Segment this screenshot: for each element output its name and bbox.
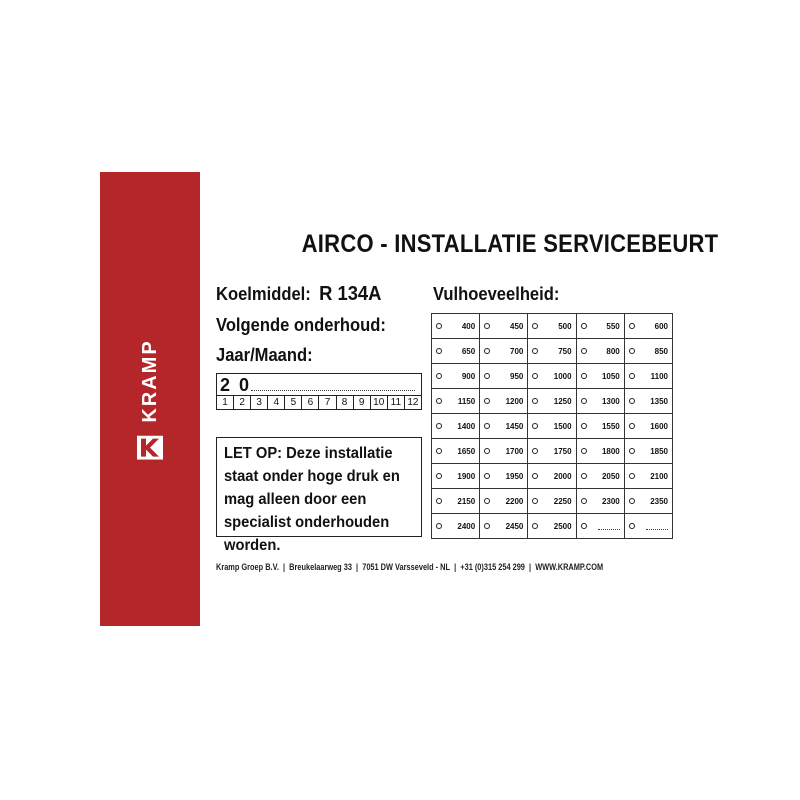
warning-text (224, 442, 413, 557)
page-title: AIRCO - INSTALLATIE SERVICEBEURT (301, 230, 719, 258)
fill-quantity-label: Vulhoeveelheid: (433, 284, 560, 304)
quantity-value: 500 (558, 321, 572, 331)
month-cell[interactable]: 8 (337, 396, 354, 410)
warning-strong: LET OP: (224, 445, 283, 462)
quantity-option[interactable] (480, 464, 528, 489)
quantity-value: 2000 (553, 471, 572, 481)
radio-circle-icon[interactable] (436, 423, 442, 429)
quantity-option[interactable] (576, 489, 624, 514)
quantity-option[interactable] (624, 514, 672, 539)
quantity-option[interactable] (480, 489, 528, 514)
quantity-value: 1900 (457, 471, 476, 481)
month-cell[interactable]: 9 (354, 396, 371, 410)
quantity-value: 1450 (505, 421, 524, 431)
radio-circle-icon[interactable] (629, 398, 635, 404)
quantity-option[interactable] (480, 514, 528, 539)
quantity-option[interactable] (432, 414, 480, 439)
quantity-option[interactable] (624, 389, 672, 414)
month-cell[interactable]: 11 (388, 396, 405, 410)
brand-name: KRAMP (138, 339, 161, 423)
radio-circle-icon[interactable] (629, 348, 635, 354)
radio-circle-icon[interactable] (629, 373, 635, 379)
radio-circle-icon[interactable] (581, 448, 587, 454)
radio-circle-icon[interactable] (532, 348, 538, 354)
radio-circle-icon[interactable] (436, 498, 442, 504)
radio-circle-icon[interactable] (484, 348, 490, 354)
quantity-value: 1050 (601, 371, 620, 381)
blank-entry-line[interactable] (598, 523, 620, 530)
quantity-option[interactable] (624, 464, 672, 489)
radio-circle-icon[interactable] (436, 473, 442, 479)
radio-circle-icon[interactable] (581, 498, 587, 504)
quantity-value: 2300 (601, 496, 620, 506)
footer-city: 7051 DW Varsseveld - NL (362, 562, 451, 572)
radio-circle-icon[interactable] (436, 348, 442, 354)
footer-website[interactable]: WWW.KRAMP.COM (535, 562, 604, 572)
table-row (432, 414, 673, 439)
quantity-value: 650 (461, 346, 476, 356)
radio-circle-icon[interactable] (581, 373, 587, 379)
refrigerant-row (216, 283, 381, 306)
quantity-option[interactable] (576, 414, 624, 439)
quantity-value: 900 (461, 371, 476, 381)
year-month-field[interactable] (216, 373, 422, 410)
radio-circle-icon[interactable] (629, 523, 635, 529)
radio-circle-icon[interactable] (581, 473, 587, 479)
quantity-option[interactable] (624, 414, 672, 439)
blank-entry-line[interactable] (646, 523, 668, 530)
quantity-option[interactable] (576, 514, 624, 539)
quantity-option[interactable] (624, 339, 672, 364)
table-row (432, 464, 673, 489)
warning-box (216, 437, 422, 554)
quantity-option[interactable] (528, 514, 576, 539)
quantity-option[interactable] (432, 364, 480, 389)
table-row (432, 514, 673, 539)
refrigerant-label: Koelmiddel: (216, 284, 311, 304)
month-cell[interactable]: 10 (371, 396, 388, 410)
radio-circle-icon[interactable] (581, 523, 587, 529)
quantity-option[interactable] (624, 314, 672, 339)
table-row (432, 389, 673, 414)
quantity-option[interactable] (480, 389, 528, 414)
next-service-label: Volgende onderhoud: (216, 315, 386, 335)
quantity-value: 1100 (650, 371, 668, 381)
brand-logo (138, 339, 162, 460)
radio-circle-icon[interactable] (532, 523, 538, 529)
radio-circle-icon[interactable] (532, 448, 538, 454)
radio-circle-icon[interactable] (581, 423, 587, 429)
month-cell[interactable]: 4 (268, 396, 285, 410)
year-entry[interactable] (217, 374, 421, 395)
footer-address: Breukelaarweg 33 (289, 562, 352, 572)
quantity-option[interactable] (528, 389, 576, 414)
year-month-label: Jaar/Maand: (216, 345, 313, 365)
quantity-value: 2400 (457, 521, 476, 531)
quantity-option[interactable] (528, 364, 576, 389)
quantity-value: 1700 (505, 446, 524, 456)
month-cell[interactable]: 1 (217, 396, 234, 410)
quantity-option[interactable] (528, 414, 576, 439)
quantity-option[interactable] (624, 439, 672, 464)
quantity-value: 700 (510, 346, 524, 356)
radio-circle-icon[interactable] (532, 423, 538, 429)
quantity-option[interactable] (480, 364, 528, 389)
quantity-option[interactable] (432, 489, 480, 514)
quantity-value: 450 (510, 321, 524, 331)
radio-circle-icon[interactable] (532, 498, 538, 504)
quantity-option[interactable] (480, 339, 528, 364)
quantity-option[interactable] (432, 439, 480, 464)
quantity-value: 1600 (650, 421, 668, 431)
quantity-option[interactable] (432, 514, 480, 539)
quantity-option[interactable] (480, 414, 528, 439)
radio-circle-icon[interactable] (581, 398, 587, 404)
month-selector (217, 395, 421, 410)
quantity-value: 1200 (505, 396, 524, 406)
radio-circle-icon[interactable] (484, 373, 490, 379)
quantity-value: 950 (510, 371, 524, 381)
month-cell[interactable]: 6 (302, 396, 319, 410)
quantity-value: 1250 (553, 396, 572, 406)
month-cell[interactable]: 5 (285, 396, 302, 410)
radio-circle-icon[interactable] (484, 498, 490, 504)
quantity-value: 1950 (505, 471, 524, 481)
radio-circle-icon[interactable] (532, 373, 538, 379)
quantity-value: 1800 (601, 446, 620, 456)
year-dotted-line (251, 390, 415, 391)
quantity-value: 2050 (601, 471, 620, 481)
table-row (432, 489, 673, 514)
quantity-option[interactable] (432, 339, 480, 364)
quantity-value: 1000 (553, 371, 572, 381)
radio-circle-icon[interactable] (629, 473, 635, 479)
quantity-option[interactable] (528, 464, 576, 489)
radio-circle-icon[interactable] (629, 498, 635, 504)
quantity-option[interactable] (576, 464, 624, 489)
quantity-option[interactable] (480, 439, 528, 464)
quantity-value: 1400 (457, 421, 476, 431)
quantity-option[interactable] (480, 314, 528, 339)
quantity-option[interactable] (576, 389, 624, 414)
radio-circle-icon[interactable] (436, 398, 442, 404)
quantity-option[interactable] (528, 489, 576, 514)
quantity-value: 1650 (457, 446, 476, 456)
radio-circle-icon[interactable] (484, 398, 490, 404)
radio-circle-icon[interactable] (436, 373, 442, 379)
radio-circle-icon[interactable] (629, 423, 635, 429)
quantity-value: 1850 (650, 446, 668, 456)
radio-circle-icon[interactable] (436, 323, 442, 329)
year-prefix: 2 0 (220, 375, 252, 395)
quantity-value: 1150 (457, 396, 476, 406)
month-cell[interactable]: 7 (319, 396, 336, 410)
quantity-option[interactable] (432, 389, 480, 414)
footer-company: Kramp Groep B.V. (216, 562, 279, 572)
quantity-option[interactable] (432, 314, 480, 339)
quantity-value: 2250 (553, 496, 572, 506)
quantity-value: 750 (558, 346, 572, 356)
quantity-value: 1750 (553, 446, 572, 456)
quantity-value: 850 (654, 346, 668, 356)
quantity-option[interactable] (624, 489, 672, 514)
quantity-option[interactable] (432, 464, 480, 489)
radio-circle-icon[interactable] (484, 523, 490, 529)
quantity-value: 2450 (505, 521, 524, 531)
quantity-value: 1550 (601, 421, 620, 431)
quantity-value: 600 (654, 321, 668, 331)
quantity-value: 800 (606, 346, 620, 356)
refrigerant-value: R 134A (319, 283, 382, 305)
footer-phone: +31 (0)315 254 299 (460, 562, 525, 572)
radio-circle-icon[interactable] (484, 448, 490, 454)
radio-circle-icon[interactable] (581, 348, 587, 354)
month-cell[interactable]: 3 (251, 396, 268, 410)
quantity-value: 2100 (650, 471, 668, 481)
quantity-option[interactable] (528, 314, 576, 339)
quantity-option[interactable] (576, 439, 624, 464)
quantity-value: 550 (606, 321, 620, 331)
radio-circle-icon[interactable] (581, 323, 587, 329)
warning-message: Deze installatie staat onder hoge druk en mag alleen door een specialist onderhouden worden. (224, 445, 400, 554)
quantity-option[interactable] (576, 364, 624, 389)
quantity-value: 2350 (650, 496, 668, 506)
radio-circle-icon[interactable] (629, 448, 635, 454)
kramp-logo-icon (137, 436, 163, 460)
radio-circle-icon[interactable] (484, 323, 490, 329)
radio-circle-icon[interactable] (436, 448, 442, 454)
quantity-option[interactable] (576, 339, 624, 364)
quantity-option[interactable] (624, 364, 672, 389)
radio-circle-icon[interactable] (532, 323, 538, 329)
table-row (432, 339, 673, 364)
quantity-value: 2200 (505, 496, 524, 506)
month-cell[interactable]: 2 (234, 396, 251, 410)
quantity-value: 1500 (553, 421, 572, 431)
quantity-option[interactable] (528, 339, 576, 364)
radio-circle-icon[interactable] (436, 523, 442, 529)
quantity-value: 2150 (457, 496, 476, 506)
radio-circle-icon[interactable] (484, 423, 490, 429)
quantity-value: 1300 (601, 396, 620, 406)
table-row (432, 439, 673, 464)
radio-circle-icon[interactable] (532, 398, 538, 404)
quantity-value: 2500 (553, 521, 572, 531)
table-row (432, 364, 673, 389)
quantity-value: 400 (461, 321, 476, 331)
month-cell[interactable]: 12 (407, 397, 419, 408)
radio-circle-icon[interactable] (629, 323, 635, 329)
quantity-option[interactable] (576, 314, 624, 339)
quantity-option[interactable] (528, 439, 576, 464)
radio-circle-icon[interactable] (532, 473, 538, 479)
radio-circle-icon[interactable] (484, 473, 490, 479)
quantity-value: 1350 (650, 396, 668, 406)
table-row (432, 314, 673, 339)
fill-quantity-table (431, 313, 673, 539)
footer: Kramp Groep B.V. | Breukelaarweg 33 | 7051 DW Varsseveld - NL | +31 (0)315 254 299 | WWW.KRAMP.COM (216, 562, 604, 572)
